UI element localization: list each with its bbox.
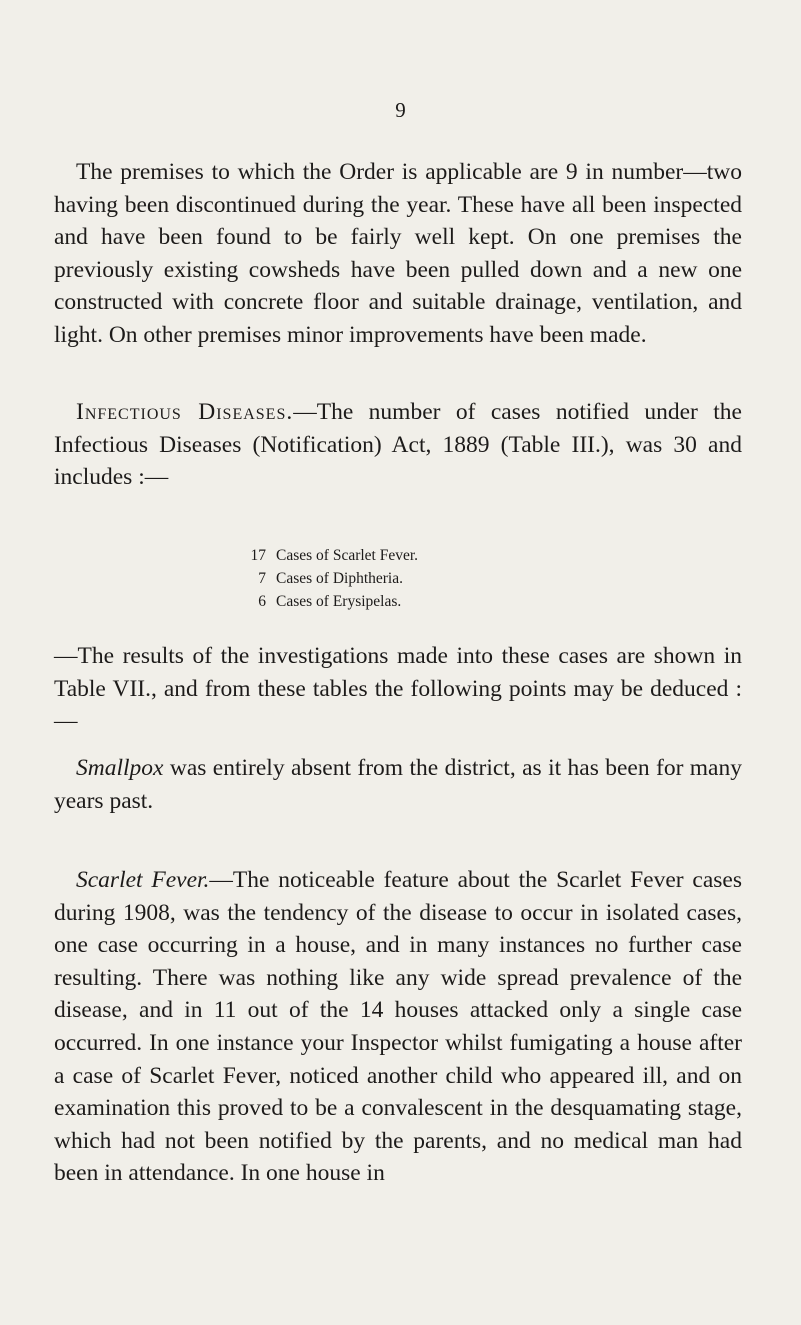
- case-list-item: [240, 590, 640, 613]
- paragraph-scarlet-fever: [54, 864, 742, 1190]
- paragraph-order-premises: The premises to which the Order is applicable are 9 in number—two having been discontinued during the year. These have all been inspected and have been found to be fairly well kept. On one premises the previously existing cowsheds have been pulled down and a new one constructed with concrete floor and suitable drainage, ventilation, and light. On other premises minor improvements have been made.: [54, 159, 742, 348]
- scarlet-fever-body: —The noticeable feature about the Scarlet Fever cases during 1908, was the tendency of the disease to occur in isolated cases, one case occurring in a house, and in many instances no further case resulting. There was nothing like any wide spread prevalence of the disease, and in 11 out of the 14 houses attacked only a single case occurred. In one instance your Inspector whilst fumigating a house after a case of Scarlet Fever, noticed another child who appeared ill, and on examination this proved to be a convalescent in the desquamating stage, which had not been notified by the parents, and no medical man had been in attendance. In one house in: [54, 867, 742, 1187]
- smallpox-body: was entirely absent from the district, as it has been for many years past.: [54, 755, 742, 814]
- case-list: [240, 544, 640, 613]
- case-count: 6: [258, 593, 266, 610]
- case-list-item: [240, 544, 640, 567]
- scarlet-fever-heading: Scarlet Fever.: [76, 867, 210, 893]
- case-list-item: [240, 567, 640, 590]
- case-label: Cases of Erysipelas.: [276, 593, 402, 610]
- paragraph-investigation-results: —The results of the investigations made into these cases are shown in Table VII., and from these tables the following points may be deduced :—: [54, 643, 742, 735]
- paragraph-infectious-diseases: [54, 396, 742, 494]
- page-number: 9: [395, 98, 406, 122]
- case-label: Cases of Scarlet Fever.: [276, 547, 419, 564]
- case-count: 17: [250, 547, 266, 564]
- case-count: 7: [258, 570, 266, 587]
- case-label: Cases of Diphtheria.: [276, 570, 403, 587]
- paragraph-smallpox: [54, 752, 742, 817]
- smallpox-heading: Smallpox: [76, 755, 164, 781]
- infectious-diseases-heading: Infectious Diseases.: [76, 399, 294, 425]
- infectious-diseases-body: —The number of cases notified under the Infectious Diseases (Notification) Act, 1889 (Table III.), was 30 and includes :—: [54, 399, 742, 491]
